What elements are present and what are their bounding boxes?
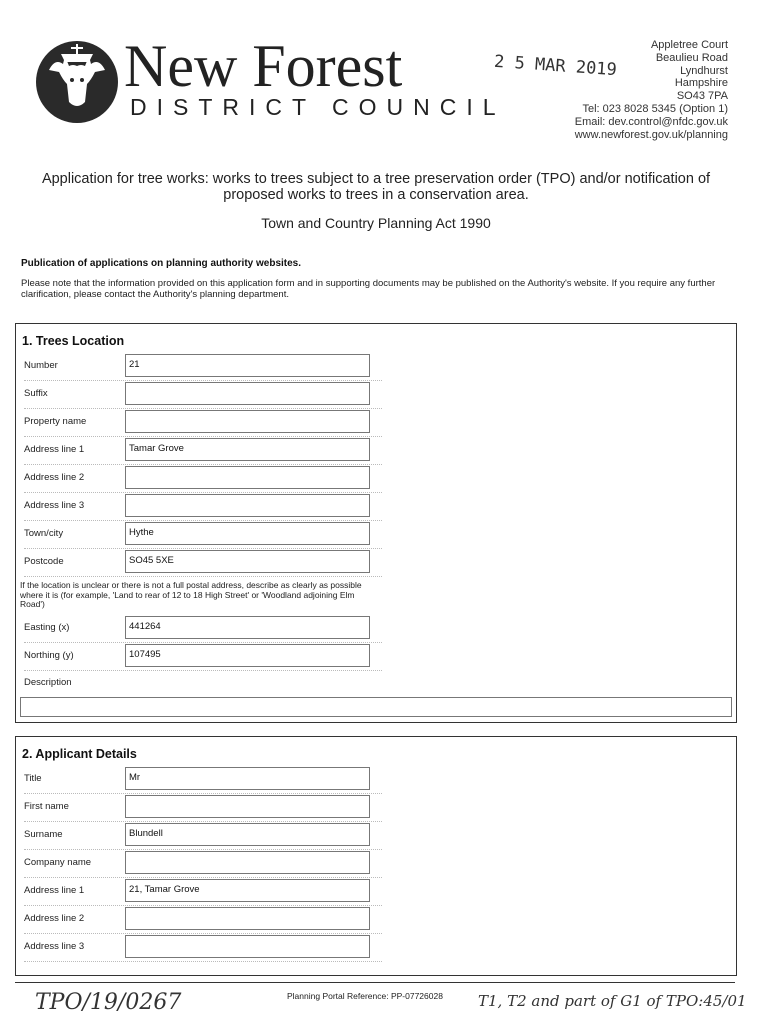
applicant-address-line-2-field[interactable] xyxy=(125,907,370,930)
field-label: Property name xyxy=(24,416,87,427)
form-title: Application for tree works: works to trees subject to a tree preservation order (TPO) and/or notification of proposed works to trees in a conservation area. xyxy=(41,171,711,203)
contact-website[interactable]: www.newforest.gov.uk/planning xyxy=(574,128,728,141)
field-label: Surname xyxy=(24,829,63,840)
publication-heading: Publication of applications on planning authority websites. xyxy=(21,258,302,269)
company-name-field[interactable] xyxy=(125,851,370,874)
contact-line: Beaulieu Road xyxy=(655,51,728,64)
address-line-1-field[interactable]: Tamar Grove xyxy=(125,438,370,461)
applicant-address-line-3-row xyxy=(16,935,736,963)
address-line-2-row xyxy=(16,466,736,494)
property-name-field[interactable] xyxy=(125,410,370,433)
contact-email[interactable]: Email: dev.control@nfdc.gov.uk xyxy=(574,115,728,128)
contact-line: SO43 7PA xyxy=(676,90,728,103)
first-name-row xyxy=(16,795,736,823)
footer-divider xyxy=(15,982,735,983)
field-label: Title xyxy=(24,773,42,784)
applicant-address-line-2-row xyxy=(16,907,736,935)
publication-text: Please note that the information provided on this application form and in supporting documents may be published on the Authority's website. If you require any further clarification, please contact the Authority's planning department. xyxy=(21,278,716,300)
field-label: Address line 1 xyxy=(24,885,85,896)
contact-line: Appletree Court xyxy=(650,39,728,51)
field-label: Suffix xyxy=(24,388,48,399)
logo-wordmark: New Forest xyxy=(124,33,403,99)
applicant-address-line-3-field[interactable] xyxy=(125,935,370,958)
planning-portal-reference: Planning Portal Reference: PP-07726028 xyxy=(287,991,443,1001)
title-row xyxy=(16,767,736,795)
field-label: Address line 2 xyxy=(24,472,85,483)
field-label: Postcode xyxy=(24,556,64,567)
address-line-3-row xyxy=(16,494,736,522)
field-label: Address line 3 xyxy=(24,941,85,952)
field-label: Town/city xyxy=(24,528,64,539)
trees-location-section xyxy=(15,323,737,723)
handwritten-tree-note: T1, T2 and part of G1 of TPO:45/01 xyxy=(478,992,747,1010)
easting-field[interactable]: 441264 xyxy=(125,616,370,639)
address-line-2-field[interactable] xyxy=(125,466,370,489)
company-name-row xyxy=(16,851,736,879)
field-label: Number xyxy=(24,360,58,371)
field-label: Address line 3 xyxy=(24,500,85,511)
suffix-field[interactable] xyxy=(125,382,370,405)
northing-field[interactable]: 107495 xyxy=(125,644,370,667)
contact-line: Hampshire xyxy=(674,77,728,90)
property-name-row xyxy=(16,410,736,438)
field-label: Company name xyxy=(24,857,92,868)
applicant-address-line-1-row xyxy=(16,879,736,907)
number-field[interactable]: 21 xyxy=(125,354,370,377)
postcode-row xyxy=(16,550,736,578)
contact-address xyxy=(575,39,728,141)
contact-line: Lyndhurst xyxy=(680,64,728,77)
handwritten-reference: TPO/19/0267 xyxy=(35,990,182,1015)
description-label: Description xyxy=(24,677,72,688)
field-label: First name xyxy=(24,801,69,812)
form-subtitle: Town and Country Planning Act 1990 xyxy=(261,215,491,231)
field-label: Address line 1 xyxy=(24,444,85,455)
applicant-details-section xyxy=(15,736,737,976)
location-help-note: If the location is unclear or there is not a full postal address, describe as clearly as possible where it is (for example, 'Land to rear of 12 to 18 High Street' or 'Woodland adjoining Elm Road') xyxy=(20,580,362,610)
surname-field[interactable]: Blundell xyxy=(125,823,370,846)
section-title: 2. Applicant Details xyxy=(22,747,137,761)
field-label: Address line 2 xyxy=(24,913,85,924)
logo-subtitle: DISTRICT COUNCIL xyxy=(130,94,506,120)
address-line-3-field[interactable] xyxy=(125,494,370,517)
address-line-1-row xyxy=(16,438,736,466)
stag-ship-emblem-icon xyxy=(35,40,119,124)
number-row xyxy=(16,354,736,382)
easting-row xyxy=(16,616,736,644)
contact-phone: Tel: 023 8028 5345 (Option 1) xyxy=(582,102,728,115)
postcode-field[interactable]: SO45 5XE xyxy=(125,550,370,573)
town-city-row xyxy=(16,522,736,550)
field-label: Northing (y) xyxy=(24,650,74,661)
town-city-field[interactable]: Hythe xyxy=(125,522,370,545)
section-title: 1. Trees Location xyxy=(22,334,125,348)
field-label: Easting (x) xyxy=(24,622,70,633)
suffix-row xyxy=(16,382,736,410)
applicant-address-line-1-field[interactable]: 21, Tamar Grove xyxy=(125,879,370,902)
surname-row xyxy=(16,823,736,851)
description-field[interactable] xyxy=(20,697,732,717)
council-logo xyxy=(32,33,506,126)
first-name-field[interactable] xyxy=(125,795,370,818)
received-date-stamp: 2 5 MAR 2019 xyxy=(493,51,618,81)
title-field[interactable]: Mr xyxy=(125,767,370,790)
northing-row xyxy=(16,644,736,672)
